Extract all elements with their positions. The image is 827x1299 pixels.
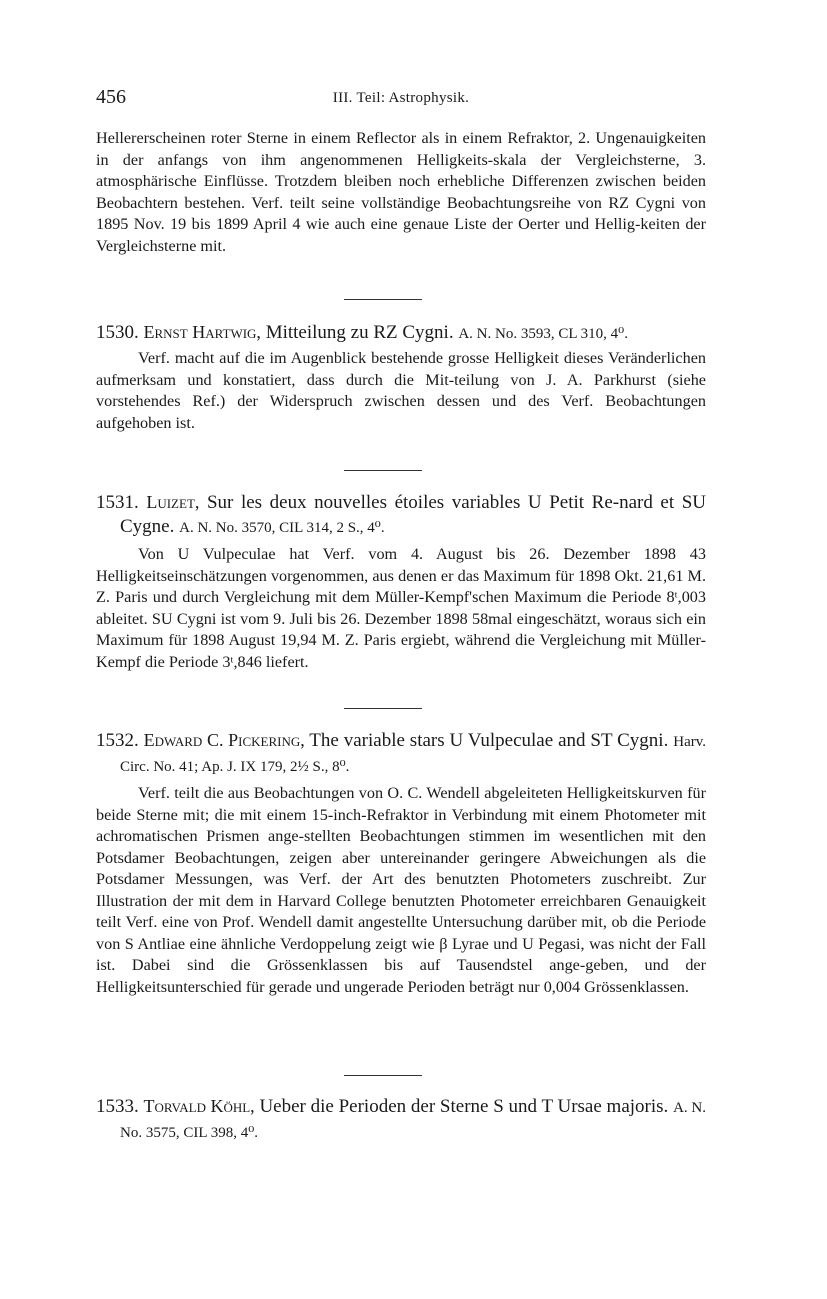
page-number: 456 bbox=[96, 86, 126, 108]
entry-1530 bbox=[96, 320, 706, 434]
entry-reference: A. N. No. 3593, CL 310, 4⁰. bbox=[458, 326, 628, 342]
separator-rule bbox=[344, 1075, 422, 1076]
entry-heading bbox=[96, 490, 706, 540]
entry-reference: A. N. No. 3570, CIL 314, 2 S., 4⁰. bbox=[179, 520, 385, 536]
entry-number: 1532. bbox=[96, 730, 139, 751]
page-header bbox=[96, 86, 706, 112]
entry-body: Verf. macht auf die im Augenblick bestehende grosse Helligkeit dieses Veränderlichen aufmerksam und konstatiert, dass durch die Mit-teilung von J. A. Parkhurst (siehe vorstehendes Ref.) der Widerspruch zwischen dessen und des Verf. Beobachtungen aufgehoben ist. bbox=[96, 349, 706, 432]
entry-author: Torvald Köhl, bbox=[143, 1096, 255, 1116]
entry-number: 1531. bbox=[96, 492, 139, 513]
entry-title: Ueber die Perioden der Sterne S und T Ursae majoris. bbox=[259, 1096, 669, 1117]
entry-title: Mitteilung zu RZ Cygni. bbox=[265, 322, 454, 343]
entry-body: Verf. teilt die aus Beobachtungen von O. C. Wendell abgeleiteten Helligkeitskurven für beide Sterne mit; die mit einem 15-inch-Refraktor in Verbindung mit einem Photometer mit achromatischen Prismen ange-stellten Beobachtungen stimmen im wesentlichen mit den Potsdamer Beobachtungen, zeigen aber untereinander geringere Abweichungen als die Potsdamer Messungen, was Verf. der Art des benutzten Photometers zuschreibt. Zur Illustration der mit dem in Harvard College benutzten Photometer erreichbaren Genauigkeit teilt Verf. eine von Prof. Wendell damit angestellte Untersuchung darüber mit, ob die Periode von S Antliae eine ähnliche Verdoppelung zeigt wie β Lyrae und U Pegasi, was nicht der Fall ist. Dabei sind die Grössenklassen bis auf Tausendstel ange-geben, und der Helligkeitsunterschied für gerade und ungerade Perioden beträgt nur 0,004 Grössenklassen. bbox=[96, 784, 706, 996]
continuation-paragraph bbox=[96, 128, 706, 257]
entry-reference: A. N. No. 3575, CIL 398, 4⁰. bbox=[120, 1100, 706, 1141]
entry-heading bbox=[96, 1094, 706, 1145]
entry-body: Von U Vulpeculae hat Verf. vom 4. August bis 26. Dezember 1898 43 Helligkeitseinschätzungen vorgenommen, aus denen er das Maximum für 1898 Okt. 21,61 M. Z. Paris und durch Vergleichung mit dem Müller-Kempf'schen Maximum die Periode 8ᵗ,003 ableitet. SU Cygni ist vom 9. Juli bis 26. Dezember 1898 58mal eingeschätzt, woraus sich ein Maximum für 1898 August 19,94 M. Z. Paris ergiebt, während die Vergleichung mit Müller-Kempf die Periode 3ᵗ,846 liefert. bbox=[96, 545, 706, 671]
entry-author: Ernst Hartwig, bbox=[143, 322, 261, 342]
entry-number: 1533. bbox=[96, 1096, 139, 1117]
entry-number: 1530. bbox=[96, 322, 139, 343]
separator-rule bbox=[344, 299, 422, 300]
entry-1532 bbox=[96, 728, 706, 998]
running-title: III. Teil: Astrophysik. bbox=[332, 90, 470, 106]
entry-reference: Harv. Circ. No. 41; Ap. J. IX 179, 2½ S., 8⁰. bbox=[120, 734, 707, 775]
continuation-text: Hellererscheinen roter Sterne in einem Reflector als in einem Refraktor, 2. Ungenauigkeiten in der anfangs von ihm angenommenen Helligkeits-skala der Vergleichsterne, 3. atmosphärische Einflüsse. Trotzdem bleiben noch erhebliche Differenzen zwischen beiden Beobachtern bestehen. Verf. teilt seine vollständige Beobachtungsreihe von RZ Cygni von 1895 Nov. 19 bis 1899 April 4 wie auch eine genaue Liste der Oerter und Hellig-keiten der Vergleichsterne mit. bbox=[96, 129, 706, 255]
entry-title: The variable stars U Vulpeculae and ST Cygni. bbox=[309, 730, 669, 751]
separator-rule bbox=[344, 470, 422, 471]
entry-1533 bbox=[96, 1094, 706, 1145]
separator-rule bbox=[344, 708, 422, 709]
entry-author: Edward C. Pickering, bbox=[143, 730, 305, 750]
entry-heading bbox=[96, 728, 706, 779]
entry-1531 bbox=[96, 490, 706, 673]
entry-title: Sur les deux nouvelles étoiles variables U Petit Re-nard et SU Cygne. bbox=[120, 492, 707, 537]
entry-author: Luizet, bbox=[146, 492, 200, 512]
entry-heading bbox=[96, 320, 706, 346]
